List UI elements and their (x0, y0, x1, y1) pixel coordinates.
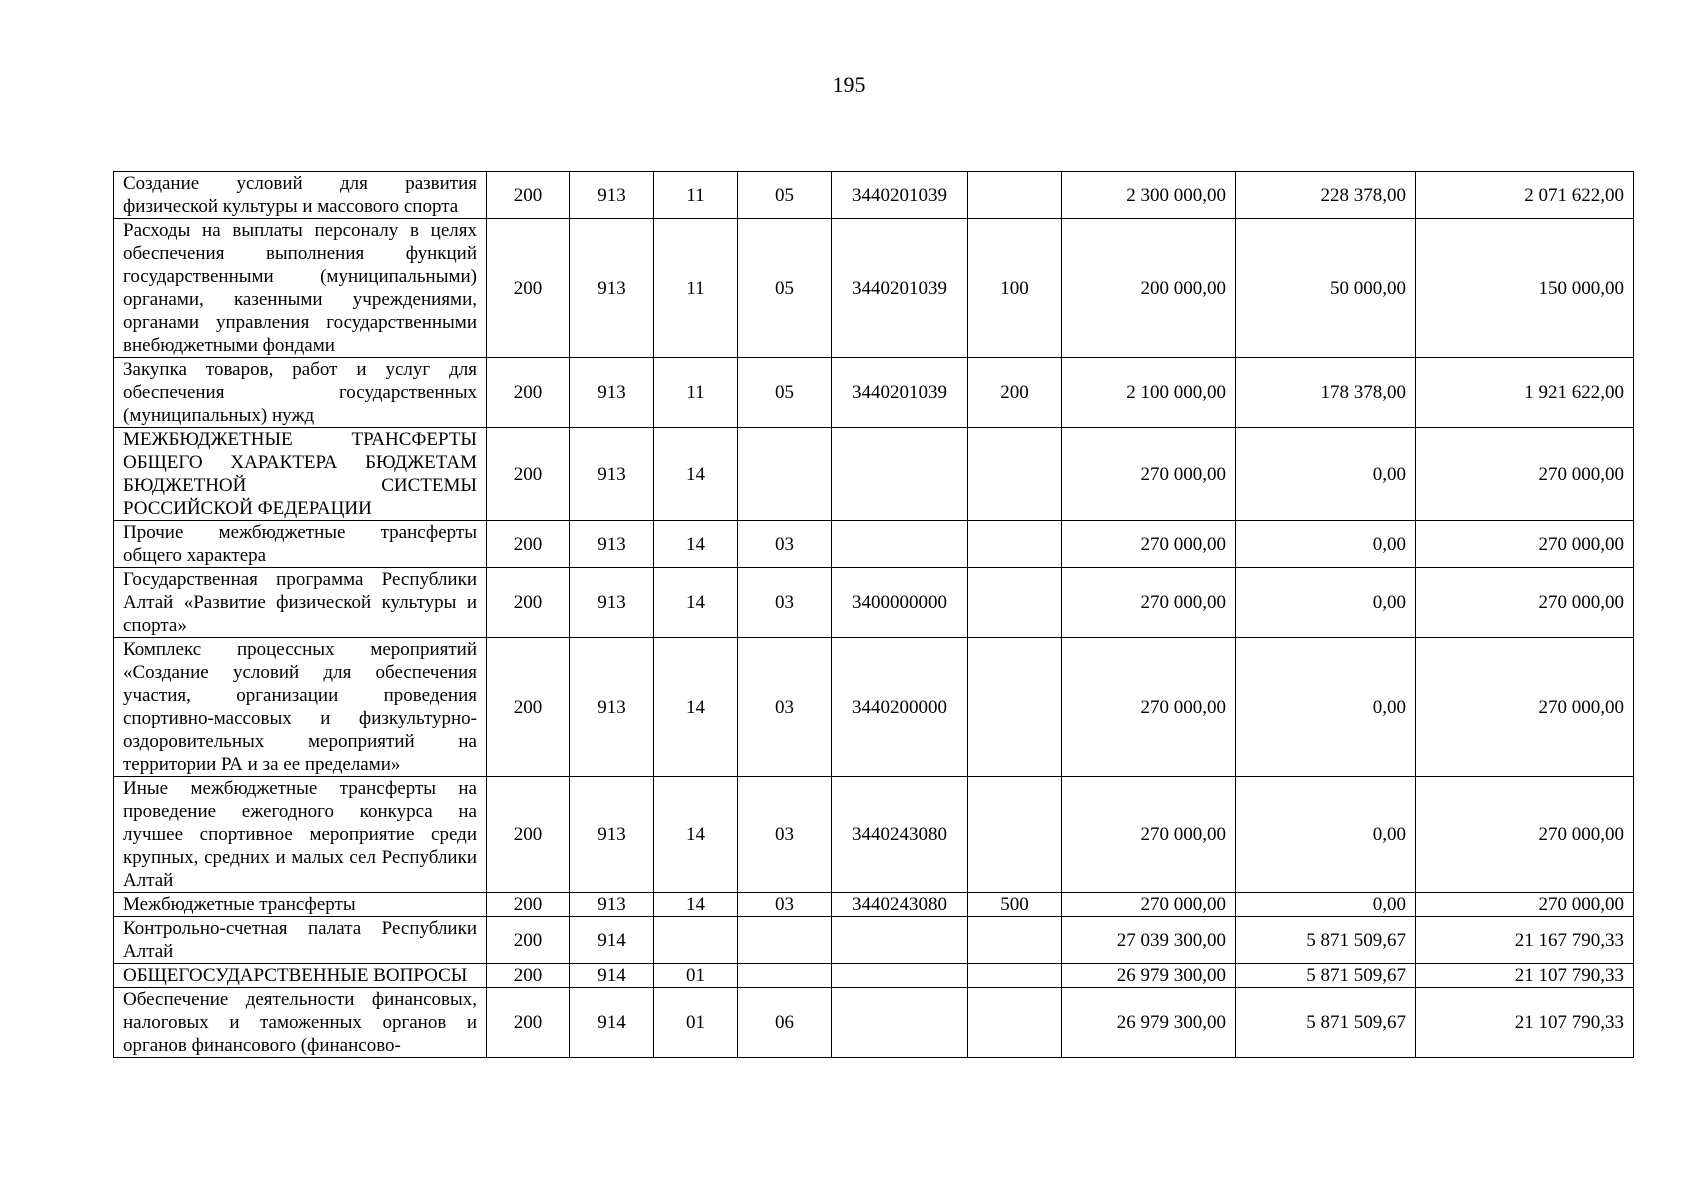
cell-section-code: 01 (654, 964, 738, 988)
cell-grbs-code: 200 (487, 988, 570, 1058)
cell-section-code: 14 (654, 521, 738, 568)
cell-subsection-code: 03 (738, 521, 832, 568)
cell-grbs-code: 200 (487, 638, 570, 777)
cell-remaining-amount: 21 107 790,33 (1416, 988, 1634, 1058)
cell-planned-amount: 270 000,00 (1062, 777, 1236, 893)
cell-remaining-amount: 270 000,00 (1416, 777, 1634, 893)
cell-remaining-amount: 270 000,00 (1416, 568, 1634, 638)
cell-department-code: 913 (570, 428, 654, 521)
table-row (114, 521, 1634, 568)
cell-grbs-code: 200 (487, 428, 570, 521)
cell-expense-type: 200 (968, 358, 1062, 428)
cell-planned-amount: 2 100 000,00 (1062, 358, 1236, 428)
cell-name: МЕЖБЮДЖЕТНЫЕ ТРАНСФЕРТЫ ОБЩЕГО ХАРАКТЕРА БЮДЖЕТАМ БЮДЖЕТНОЙ СИСТЕМЫ РОССИЙСКОЙ ФЕДЕРАЦИИ (114, 428, 487, 521)
cell-section-code: 14 (654, 428, 738, 521)
cell-subsection-code (738, 964, 832, 988)
cell-name: Расходы на выплаты персоналу в целях обеспечения выполнения функций государственными (муниципальными) органами, казенными учреждениями, органами управления государственными внебюджетными фондами (114, 219, 487, 358)
cell-planned-amount: 26 979 300,00 (1062, 988, 1236, 1058)
cell-section-code: 11 (654, 358, 738, 428)
cell-planned-amount: 270 000,00 (1062, 893, 1236, 917)
cell-remaining-amount: 2 071 622,00 (1416, 172, 1634, 219)
cell-department-code: 913 (570, 777, 654, 893)
cell-department-code: 913 (570, 358, 654, 428)
cell-expense-type (968, 777, 1062, 893)
cell-planned-amount: 270 000,00 (1062, 521, 1236, 568)
cell-subsection-code (738, 428, 832, 521)
cell-subsection-code: 05 (738, 358, 832, 428)
table-row (114, 964, 1634, 988)
cell-expense-type (968, 964, 1062, 988)
cell-department-code: 914 (570, 917, 654, 964)
cell-remaining-amount: 1 921 622,00 (1416, 358, 1634, 428)
cell-department-code: 914 (570, 964, 654, 988)
cell-executed-amount: 5 871 509,67 (1236, 917, 1416, 964)
cell-executed-amount: 0,00 (1236, 568, 1416, 638)
cell-department-code: 913 (570, 568, 654, 638)
cell-grbs-code: 200 (487, 917, 570, 964)
cell-target-article: 3440201039 (832, 172, 968, 219)
table-row (114, 568, 1634, 638)
cell-name: Комплекс процессных мероприятий «Создание условий для обеспечения участия, организации проведения спортивно-массовых и физкультурно-оздоровительных мероприятий на территории РА и за ее пределами» (114, 638, 487, 777)
cell-target-article: 3440243080 (832, 893, 968, 917)
cell-planned-amount: 26 979 300,00 (1062, 964, 1236, 988)
cell-planned-amount: 27 039 300,00 (1062, 917, 1236, 964)
cell-expense-type (968, 521, 1062, 568)
cell-executed-amount: 0,00 (1236, 428, 1416, 521)
cell-expense-type (968, 638, 1062, 777)
cell-department-code: 913 (570, 172, 654, 219)
cell-section-code (654, 917, 738, 964)
table-row (114, 893, 1634, 917)
cell-subsection-code: 03 (738, 777, 832, 893)
table-row (114, 917, 1634, 964)
cell-grbs-code: 200 (487, 568, 570, 638)
table-row (114, 988, 1634, 1058)
cell-target-article: 3440201039 (832, 358, 968, 428)
cell-planned-amount: 270 000,00 (1062, 568, 1236, 638)
cell-expense-type: 100 (968, 219, 1062, 358)
cell-expense-type (968, 172, 1062, 219)
cell-name: Контрольно-счетная палата Республики Алтай (114, 917, 487, 964)
cell-name: Иные межбюджетные трансферты на проведение ежегодного конкурса на лучшее спортивное мероприятие среди крупных, средних и малых сел Республики Алтай (114, 777, 487, 893)
cell-target-article: 3440201039 (832, 219, 968, 358)
table-row (114, 777, 1634, 893)
cell-executed-amount: 0,00 (1236, 638, 1416, 777)
cell-subsection-code: 03 (738, 638, 832, 777)
cell-department-code: 913 (570, 638, 654, 777)
cell-grbs-code: 200 (487, 358, 570, 428)
cell-expense-type (968, 428, 1062, 521)
cell-expense-type: 500 (968, 893, 1062, 917)
cell-name: Межбюджетные трансферты (114, 893, 487, 917)
cell-department-code: 913 (570, 521, 654, 568)
cell-executed-amount: 228 378,00 (1236, 172, 1416, 219)
table-row (114, 172, 1634, 219)
cell-grbs-code: 200 (487, 777, 570, 893)
cell-name: Обеспечение деятельности финансовых, налоговых и таможенных органов и органов финансового (финансово- (114, 988, 487, 1058)
cell-target-article (832, 964, 968, 988)
cell-subsection-code: 05 (738, 219, 832, 358)
cell-department-code: 914 (570, 988, 654, 1058)
cell-target-article (832, 521, 968, 568)
cell-grbs-code: 200 (487, 172, 570, 219)
cell-planned-amount: 270 000,00 (1062, 638, 1236, 777)
cell-name: Закупка товаров, работ и услуг для обеспечения государственных (муниципальных) нужд (114, 358, 487, 428)
cell-grbs-code: 200 (487, 521, 570, 568)
cell-executed-amount: 0,00 (1236, 521, 1416, 568)
cell-section-code: 14 (654, 638, 738, 777)
cell-remaining-amount: 21 167 790,33 (1416, 917, 1634, 964)
cell-executed-amount: 0,00 (1236, 777, 1416, 893)
cell-department-code: 913 (570, 219, 654, 358)
cell-section-code: 14 (654, 893, 738, 917)
cell-section-code: 14 (654, 777, 738, 893)
cell-target-article (832, 917, 968, 964)
cell-section-code: 14 (654, 568, 738, 638)
table-row (114, 219, 1634, 358)
table-row (114, 358, 1634, 428)
cell-subsection-code: 05 (738, 172, 832, 219)
cell-section-code: 11 (654, 172, 738, 219)
cell-target-article (832, 988, 968, 1058)
cell-subsection-code (738, 917, 832, 964)
cell-subsection-code: 06 (738, 988, 832, 1058)
cell-subsection-code: 03 (738, 568, 832, 638)
cell-target-article: 3400000000 (832, 568, 968, 638)
cell-target-article: 3440243080 (832, 777, 968, 893)
cell-remaining-amount: 270 000,00 (1416, 521, 1634, 568)
cell-section-code: 01 (654, 988, 738, 1058)
cell-section-code: 11 (654, 219, 738, 358)
cell-remaining-amount: 21 107 790,33 (1416, 964, 1634, 988)
cell-remaining-amount: 150 000,00 (1416, 219, 1634, 358)
cell-executed-amount: 5 871 509,67 (1236, 988, 1416, 1058)
cell-expense-type (968, 568, 1062, 638)
cell-planned-amount: 2 300 000,00 (1062, 172, 1236, 219)
cell-remaining-amount: 270 000,00 (1416, 638, 1634, 777)
cell-subsection-code: 03 (738, 893, 832, 917)
cell-department-code: 913 (570, 893, 654, 917)
cell-name: ОБЩЕГОСУДАРСТВЕННЫЕ ВОПРОСЫ (114, 964, 487, 988)
cell-executed-amount: 5 871 509,67 (1236, 964, 1416, 988)
table-row (114, 428, 1634, 521)
cell-name: Создание условий для развития физической культуры и массового спорта (114, 172, 487, 219)
table-body (114, 172, 1634, 1058)
cell-remaining-amount: 270 000,00 (1416, 893, 1634, 917)
cell-expense-type (968, 988, 1062, 1058)
cell-remaining-amount: 270 000,00 (1416, 428, 1634, 521)
cell-planned-amount: 270 000,00 (1062, 428, 1236, 521)
cell-executed-amount: 50 000,00 (1236, 219, 1416, 358)
cell-grbs-code: 200 (487, 964, 570, 988)
cell-executed-amount: 178 378,00 (1236, 358, 1416, 428)
budget-table (113, 171, 1634, 1058)
cell-expense-type (968, 917, 1062, 964)
cell-planned-amount: 200 000,00 (1062, 219, 1236, 358)
cell-name: Государственная программа Республики Алтай «Развитие физической культуры и спорта» (114, 568, 487, 638)
table-row (114, 638, 1634, 777)
cell-grbs-code: 200 (487, 219, 570, 358)
cell-executed-amount: 0,00 (1236, 893, 1416, 917)
cell-grbs-code: 200 (487, 893, 570, 917)
page-number: 195 (832, 72, 866, 97)
cell-name: Прочие межбюджетные трансферты общего характера (114, 521, 487, 568)
cell-target-article: 3440200000 (832, 638, 968, 777)
cell-target-article (832, 428, 968, 521)
